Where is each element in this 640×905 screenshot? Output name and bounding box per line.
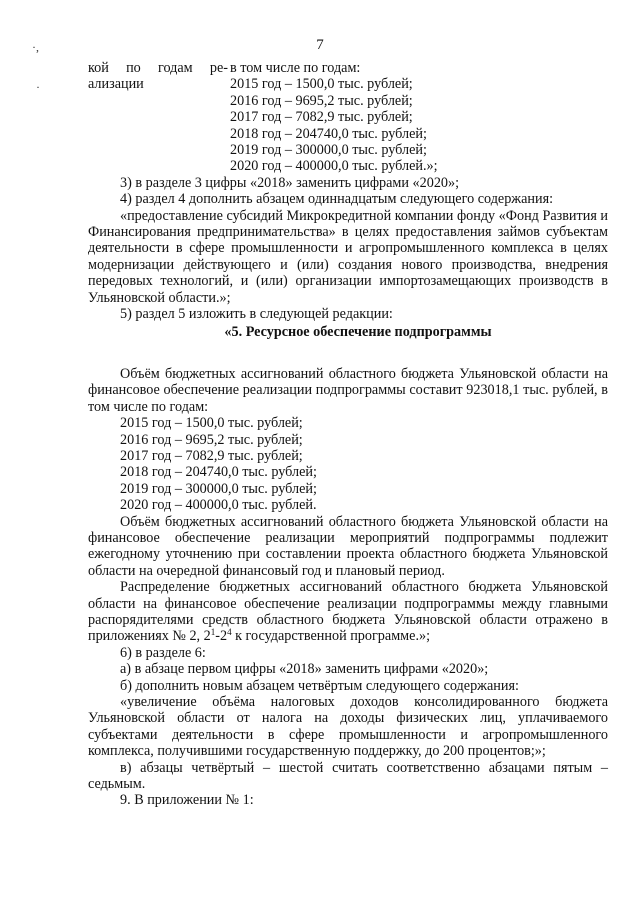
page-number: 7 xyxy=(316,37,324,53)
table-cell-text: в том числе по годам: xyxy=(230,60,361,76)
table-cell-text: 2018 год – 204740,0 тыс. рублей; xyxy=(230,125,427,142)
table-cell-text: 2019 год – 300000,0 тыс. рублей; xyxy=(230,142,427,159)
year-line: 2016 год – 9695,2 тыс. рублей; xyxy=(120,431,303,448)
year-line: 2019 год – 300000,0 тыс. рублей; xyxy=(120,480,317,497)
section-heading: «5. Ресурсное обеспечение подпрограммы xyxy=(224,323,492,340)
year-line: 2020 год – 400000,0 тыс. рублей. xyxy=(120,497,317,514)
amendment-item-5: 5) раздел 5 изложить в следующей редакции: xyxy=(120,306,393,323)
table-cell-text: ализации xyxy=(88,76,144,93)
amendment-item-3: 3) в разделе 3 цифры «2018» заменить цифрами «2020»; xyxy=(120,174,460,191)
document-body xyxy=(88,60,608,809)
amendment-item-6a: а) в абзаце первом цифры «2018» заменить цифрами «2020»; xyxy=(120,661,489,678)
superscript: 4 xyxy=(227,627,232,638)
amendment-item-4: 4) раздел 4 дополнить абзацем одиннадцатым следующего содержания: xyxy=(120,191,554,208)
table-cell-text: кой по годам ре- xyxy=(88,60,228,76)
quoted-paragraph: «увеличение объёма налоговых доходов консолидированного бюджета Ульяновской области от налога на доходы физических лиц, уплачиваемого субъектами деятельности в сфере промышленности и агропромышленного комплекса, получившими государственную поддержку, до 200 процентов;»; xyxy=(88,694,608,760)
superscript: 1 xyxy=(210,627,216,638)
amendment-item-6: 6) в разделе 6: xyxy=(120,644,206,661)
table-right-column xyxy=(228,60,438,175)
year-line: 2018 год – 204740,0 тыс. рублей; xyxy=(120,464,317,481)
table-cell-text: 2016 год – 9695,2 тыс. рублей; xyxy=(230,92,413,109)
amendment-item-9: 9. В приложении № 1: xyxy=(120,792,254,809)
margin-mark: ·, xyxy=(32,40,39,54)
table-left-column xyxy=(88,60,228,175)
amendment-item-6b: б) дополнить новым абзацем четвёртым следующего содержания: xyxy=(120,677,519,694)
funding-table-fragment xyxy=(88,60,608,175)
year-line: 2015 год – 1500,0 тыс. рублей; xyxy=(120,415,303,432)
table-cell-text: 2015 год – 1500,0 тыс. рублей; xyxy=(230,76,413,93)
paragraph: Объём бюджетных ассигнований областного бюджета Ульяновской области на финансовое обеспечение реализации подпрограммы составит 923018,1 тыс. рублей, в том числе по годам: xyxy=(88,365,608,415)
paragraph-text: -2 xyxy=(215,628,228,645)
quoted-paragraph: «предоставление субсидий Микрокредитной компании фонду «Фонд Развития и Финансирования предпринимательства» в целях предоставления займов субъектам деятельности в сфере промышленности и агропромышленного комплекса в целях модернизации действующего и (или) создания нового производства, внедрения передовых технологий, и (или) организации импортозамещающих производств в Ульяновской области.»; xyxy=(88,207,608,306)
paragraph xyxy=(88,579,608,645)
year-line: 2017 год – 7082,9 тыс. рублей; xyxy=(120,447,303,464)
paragraph-text: Распределение бюджетных ассигнований областного бюджета Ульяновской области на финансовое обеспечение реализации подпрограммы между главными распорядителями средств областного бюджета Ульяновской области отражено в приложениях № 2, 2 xyxy=(88,579,608,645)
margin-mark: · xyxy=(36,80,40,94)
paragraph: Объём бюджетных ассигнований областного бюджета Ульяновской области на финансовое обеспечение реализации мероприятий подпрограммы подлежит ежегодному уточнению при составлении проекта областного бюджета Ульяновской области на очередной финансовый год и плановый период. xyxy=(88,513,608,579)
table-cell-text: 2020 год – 400000,0 тыс. рублей.»; xyxy=(230,158,438,175)
amendment-item-6c: в) абзацы четвёртый – шестой считать соответственно абзацами пятым – седьмым. xyxy=(88,759,608,793)
paragraph-text: к государственной программе.»; xyxy=(231,628,431,645)
table-cell-text: 2017 год – 7082,9 тыс. рублей; xyxy=(230,109,413,126)
